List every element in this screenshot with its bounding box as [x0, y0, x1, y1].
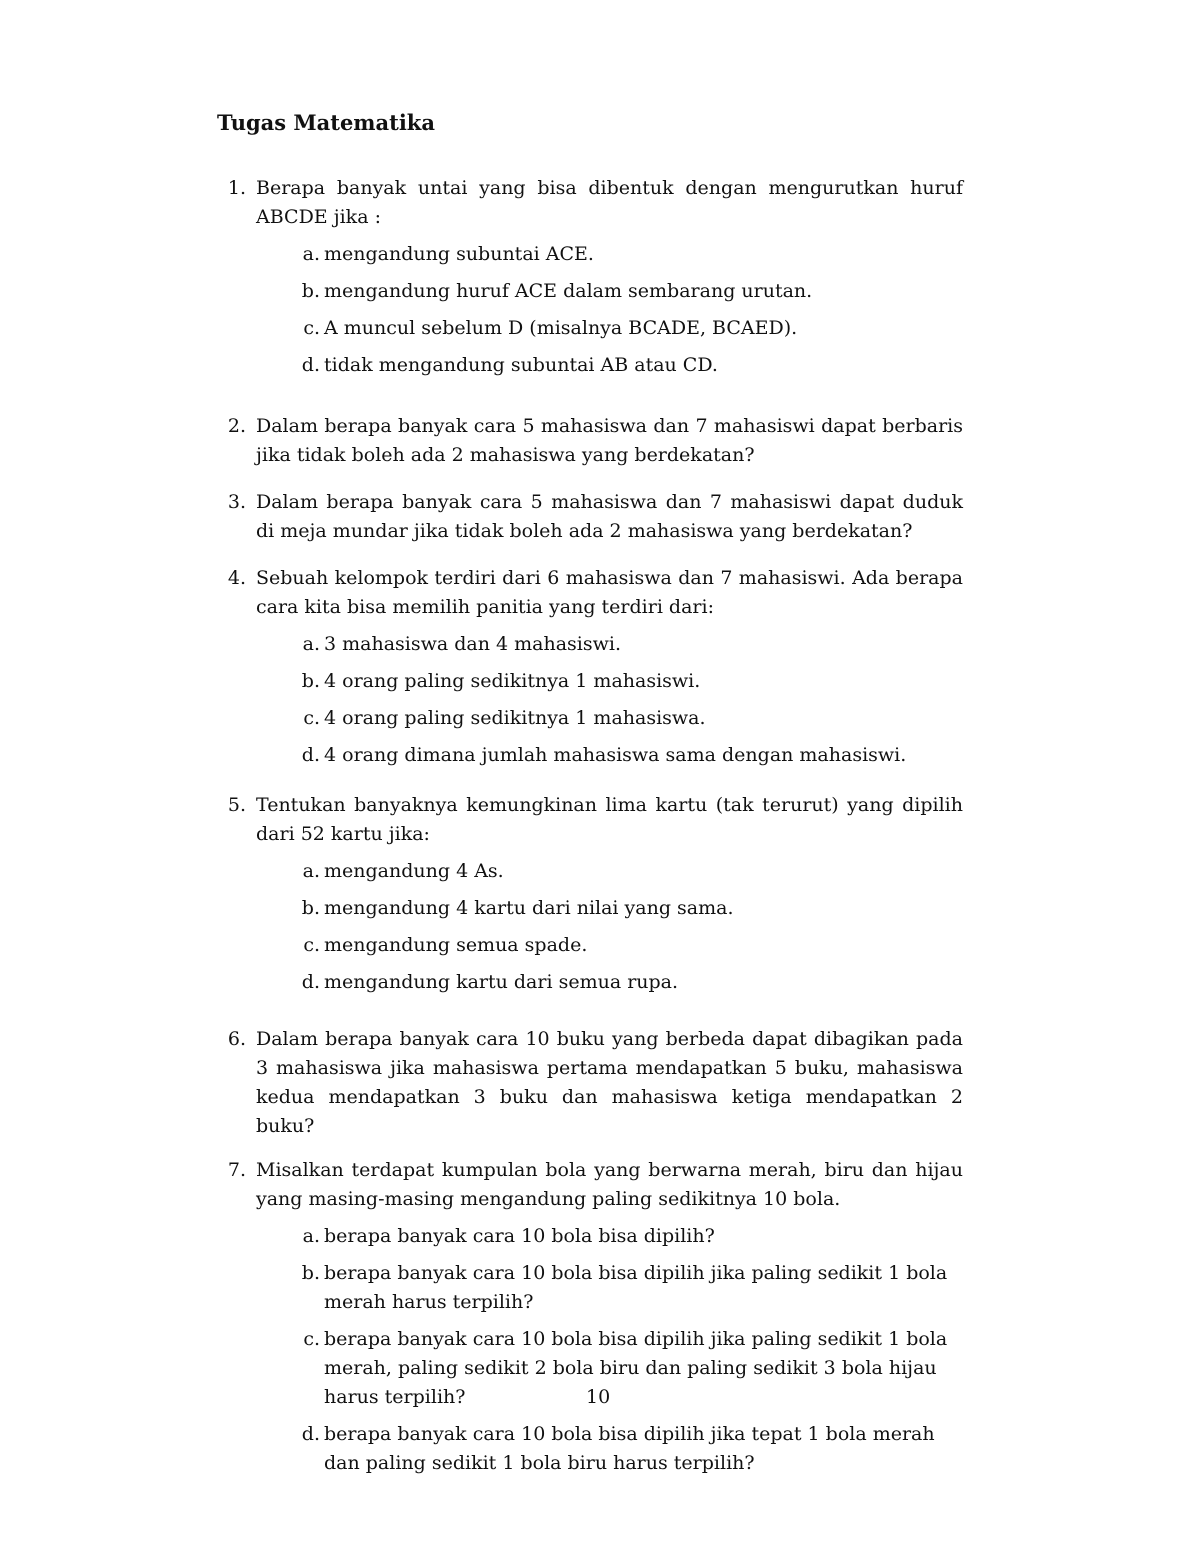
sub-item [258, 968, 963, 997]
sub-item [258, 857, 963, 886]
question-4 [218, 564, 963, 778]
sub-label: b. [301, 670, 320, 692]
sub-text: mengandung subuntai ACE. [324, 243, 594, 265]
sub-label: b. [301, 1262, 320, 1284]
sub-item [258, 314, 963, 343]
sub-list [258, 1222, 963, 1478]
sub-label: a. [302, 1225, 320, 1247]
sub-text: 4 orang paling sedikitnya 1 mahasiswi. [324, 670, 701, 692]
sub-label: d. [301, 971, 320, 993]
sub-item [258, 240, 963, 269]
sub-item [258, 931, 963, 960]
sub-text: berapa banyak cara 10 bola bisa dipilih jika paling sedikit 1 bola merah harus terpilih? [324, 1262, 948, 1313]
question-text: Tentukan banyaknya kemungkinan lima kartu (tak terurut) yang dipilih dari 52 kartu jika: [256, 794, 963, 845]
sub-label: a. [302, 860, 320, 882]
sub-item [258, 1325, 963, 1412]
question-7 [218, 1156, 963, 1486]
sub-text: 3 mahasiswa dan 4 mahasiswi. [324, 633, 622, 655]
sub-text: mengandung huruf ACE dalam sembarang urutan. [324, 280, 813, 302]
sub-item [258, 704, 963, 733]
sub-label: b. [301, 280, 320, 302]
sub-item [258, 894, 963, 923]
sub-text: tidak mengandung subuntai AB atau CD. [324, 354, 718, 376]
sub-label: c. [303, 1328, 320, 1350]
question-6 [218, 1025, 963, 1141]
question-number: 1. [227, 177, 246, 199]
question-text: Misalkan terdapat kumpulan bola yang berwarna merah, biru dan hijau yang masing-masing mengandung paling sedikitnya 10 bola. [256, 1159, 963, 1210]
sub-item [258, 667, 963, 696]
sub-item [258, 1222, 963, 1251]
sub-item [258, 351, 963, 380]
question-text: Dalam berapa banyak cara 5 mahasiswa dan 7 mahasiswi dapat berbaris jika tidak boleh ada 2 mahasiswa yang berdekatan? [256, 415, 963, 466]
sub-text: mengandung kartu dari semua rupa. [324, 971, 679, 993]
question-text: Sebuah kelompok terdiri dari 6 mahasiswa dan 7 mahasiswi. Ada berapa cara kita bisa memilih panitia yang terdiri dari: [256, 567, 963, 618]
sub-label: c. [303, 934, 320, 956]
sub-item [258, 1420, 963, 1478]
question-number: 5. [227, 794, 246, 816]
sub-text: 4 orang dimana jumlah mahasiswa sama dengan mahasiswi. [324, 744, 907, 766]
question-text: Dalam berapa banyak cara 5 mahasiswa dan 7 mahasiswi dapat duduk di meja mundar jika tidak boleh ada 2 mahasiswa yang berdekatan? [256, 491, 963, 542]
sub-item [258, 1259, 963, 1317]
sub-list [258, 630, 963, 770]
sub-text: berapa banyak cara 10 bola bisa dipilih jika paling sedikit 1 bola merah, paling sedikit 2 bola biru dan paling sedikit 3 bola hijau harus terpilih? [324, 1328, 948, 1408]
question-number: 3. [227, 491, 246, 513]
sub-label: a. [302, 243, 320, 265]
sub-text: A muncul sebelum D (misalnya BCADE, BCAED). [324, 317, 798, 339]
page-title: Tugas Matematika [217, 110, 435, 135]
sub-label: c. [303, 317, 320, 339]
sub-list [258, 240, 963, 380]
sub-label: d. [301, 354, 320, 376]
question-number: 7. [227, 1159, 246, 1181]
sub-item [258, 630, 963, 659]
sub-text: mengandung 4 kartu dari nilai yang sama. [324, 897, 734, 919]
question-number: 2. [227, 415, 246, 437]
sub-label: d. [301, 1423, 320, 1445]
question-3 [218, 488, 963, 546]
question-text: Dalam berapa banyak cara 10 buku yang berbeda dapat dibagikan pada 3 mahasiswa jika mahasiswa pertama mendapatkan 5 buku, mahasiswa kedua mendapatkan 3 buku dan mahasiswa ketiga mendapatkan 2 buku? [256, 1028, 963, 1137]
page-number: 10 [586, 1386, 611, 1408]
sub-label: a. [302, 633, 320, 655]
sub-label: b. [301, 897, 320, 919]
question-number: 6. [227, 1028, 246, 1050]
sub-text: berapa banyak cara 10 bola bisa dipilih jika tepat 1 bola merah dan paling sedikit 1 bola biru harus terpilih? [324, 1423, 935, 1474]
question-1 [218, 174, 963, 388]
sub-item [258, 741, 963, 770]
sub-text: berapa banyak cara 10 bola bisa dipilih? [324, 1225, 715, 1247]
sub-label: c. [303, 707, 320, 729]
sub-list [258, 857, 963, 997]
sub-label: d. [301, 744, 320, 766]
sub-text: 4 orang paling sedikitnya 1 mahasiswa. [324, 707, 706, 729]
question-text: Berapa banyak untai yang bisa dibentuk dengan mengurutkan huruf ABCDE jika : [256, 177, 963, 228]
question-number: 4. [227, 567, 246, 589]
sub-text: mengandung 4 As. [324, 860, 504, 882]
question-2 [218, 412, 963, 470]
question-5 [218, 791, 963, 1005]
sub-item [258, 277, 963, 306]
sub-text: mengandung semua spade. [324, 934, 588, 956]
